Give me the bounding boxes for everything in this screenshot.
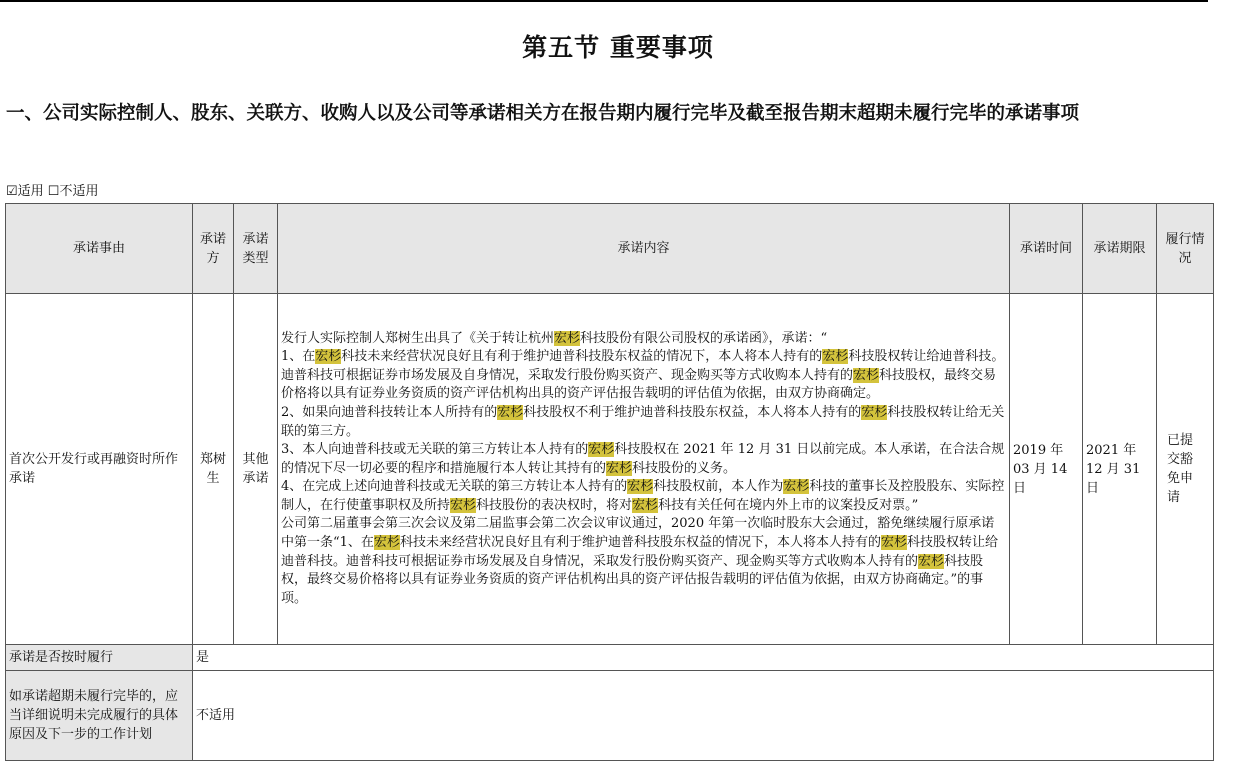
overdue-value: 不适用	[193, 671, 1214, 761]
cell-content: 发行人实际控制人郑树生出具了《关于转让杭州宏杉科技股份有限公司股权的承诺函》，承诺：“ 1、在宏杉科技未来经营状况良好且有利于维护迪普科技股东权益的情况下，本人将本人持有的宏杉科技股权转让给迪普科技。迪普科技可根据证券市场发展及自身情况，采取发行股份购买资产、现金购买等方式收购本人持有的宏杉科技股权，最终交易价格将以具有证券业务资质的资产评估机构出具的资产评估报告载明的评估值为依据，由双方协商确定。 2、如果向迪普科技转让本人所持有的宏杉科技股权不利于维护迪普科技股东权益，本人将本人持有的宏杉科技股权转让给无关联的第三方。 3、本人向迪普科技或无关联的第三方转让本人持有的宏杉科技股权在 2021 年 12 月 31 日以前完成。本人承诺，在合法合规的情况下尽一切必要的程序和措施履行本人转让其持有的宏杉科技股份的义务。 4、在完成上述向迪普科技或无关联的第三方转让本人持有的宏杉科技股权前，本人作为宏杉科技的董事长及控股股东、实际控制人，在行使董事职权及所持宏杉科技股份的表决权时，将对宏杉科技有关任何在境内外上市的议案投反对票。” 公司第二届董事会第三次会议及第二届监事会第二次会议审议通过，2020 年第一次临时股东大会通过，豁免继续履行原承诺中第一条“1、在宏杉科技未来经营状况良好且有利于维护迪普科技股东权益的情况下，本人将本人持有的宏杉科技股权转让给迪普科技。迪普科技可根据证券市场发展及自身情况，采取发行股份购买资产、现金购买等方式收购本人持有的宏杉科技股权，最终交易价格将以具有证券业务资质的资产评估机构出具的资产评估报告载明的评估值为依据，由双方协商确定。”的事项。	[278, 294, 1010, 645]
company-name-highlight: 宏杉	[880, 535, 907, 551]
company-name-highlight: 宏杉	[627, 479, 654, 495]
cell-term: 2021 年 12 月 31 日	[1083, 294, 1157, 645]
table-row	[6, 294, 1214, 645]
commitments-table	[5, 203, 1214, 761]
company-name-highlight: 宏杉	[822, 349, 849, 365]
company-name-highlight: 宏杉	[918, 553, 945, 569]
header-party: 承诺方	[193, 204, 234, 294]
top-rule	[0, 0, 1208, 2]
cell-party: 郑树生	[193, 294, 234, 645]
company-name-highlight: 宏杉	[450, 497, 477, 513]
company-name-highlight: 宏杉	[606, 460, 633, 476]
ontime-label: 承诺是否按时履行	[6, 645, 193, 671]
header-reason: 承诺事由	[6, 204, 193, 294]
cell-type: 其他承诺	[234, 294, 278, 645]
table-row	[6, 671, 1214, 761]
header-content: 承诺内容	[278, 204, 1010, 294]
applicable-checkbox-line: ☑适用 ☐不适用	[6, 184, 99, 199]
overdue-label: 如承诺超期未履行完毕的，应当详细说明未完成履行的具体原因及下一步的工作计划	[6, 671, 193, 761]
company-name-highlight: 宏杉	[853, 367, 880, 383]
company-name-highlight: 宏杉	[554, 330, 581, 346]
cell-status: 已提交豁免申请	[1157, 294, 1214, 645]
section-title: 第五节 重要事项	[522, 33, 714, 62]
section-heading: 一、公司实际控制人、股东、关联方、收购人以及公司等承诺相关方在报告期内履行完毕及截至报告期末超期未履行完毕的承诺事项	[6, 103, 1080, 124]
cell-time: 2019 年 03 月 14 日	[1010, 294, 1083, 645]
company-name-highlight: 宏杉	[588, 442, 615, 458]
company-name-highlight: 宏杉	[632, 497, 659, 513]
header-status: 履行情况	[1157, 204, 1214, 294]
header-type: 承诺类型	[234, 204, 278, 294]
ontime-value: 是	[193, 645, 1214, 671]
company-name-highlight: 宏杉	[497, 404, 524, 420]
company-name-highlight: 宏杉	[783, 479, 810, 495]
header-time: 承诺时间	[1010, 204, 1083, 294]
company-name-highlight: 宏杉	[373, 535, 400, 551]
cell-reason: 首次公开发行或再融资时所作承诺	[6, 294, 193, 645]
company-name-highlight: 宏杉	[315, 349, 342, 365]
table-row	[6, 645, 1214, 671]
header-row	[6, 204, 1214, 294]
company-name-highlight: 宏杉	[861, 404, 888, 420]
header-term: 承诺期限	[1083, 204, 1157, 294]
